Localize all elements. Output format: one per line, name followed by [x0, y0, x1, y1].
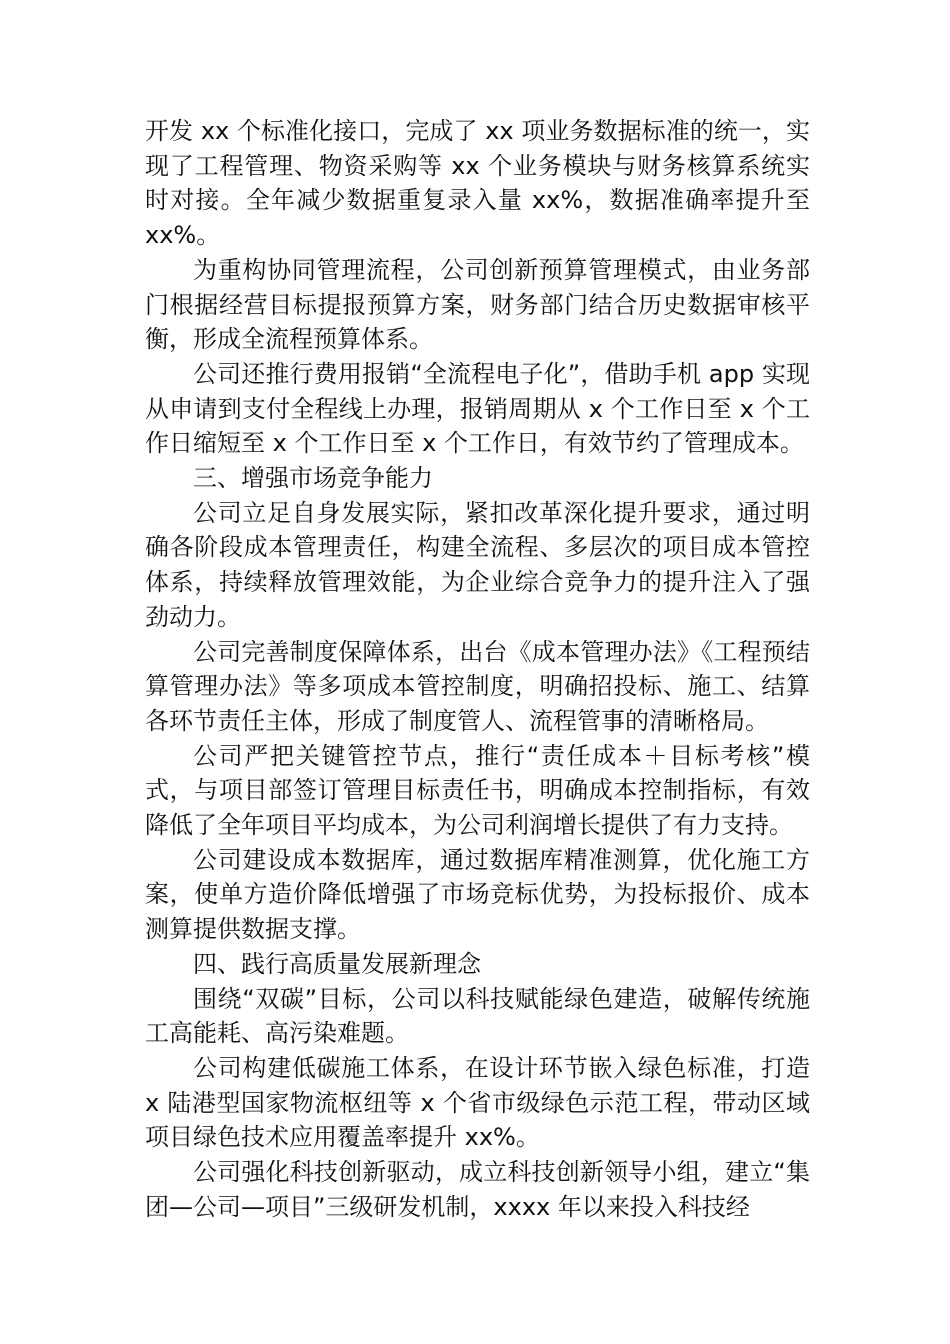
- paragraph-dual-carbon-goal: 围绕“双碳”目标，公司以科技赋能绿色建造，破解传统施工高能耗、高污染难题。: [145, 984, 810, 1048]
- paragraph-data-standardization: 开发 xx 个标准化接口，完成了 xx 项业务数据标准的统一，实现了工程管理、物资采购等 xx 个业务模块与财务核算系统实时对接。全年减少数据重复录入量 xx%，数据准确率提升至 xx%。: [145, 117, 810, 250]
- paragraph-institutional-guarantee: 公司完善制度保障体系，出台《成本管理办法》《工程预结算管理办法》等多项成本管控制度，明确招投标、施工、结算各环节责任主体，形成了制度管人、流程管事的清晰格局。: [145, 637, 810, 735]
- paragraph-budget-management: 为重构协同管理流程，公司创新预算管理模式，由业务部门根据经营目标提报预算方案，财务部门结合历史数据审核平衡，形成全流程预算体系。: [145, 255, 810, 354]
- paragraph-cost-database: 公司建设成本数据库，通过数据库精准测算，优化施工方案，使单方造价降低增强了市场竞标优势，为投标报价、成本测算提供数据支撑。: [145, 845, 810, 944]
- section-heading-market-competitiveness: 三、增强市场竞争能力: [193, 464, 433, 493]
- paragraph-technology-innovation: 公司强化科技创新驱动，成立科技创新领导小组，建立“集团—公司—项目”三级研发机制，xxxx 年以来投入科技经: [145, 1158, 810, 1221]
- paragraph-cost-control-system: 公司立足自身发展实际，紧扣改革深化提升要求，通过明确各阶段成本管理责任，构建全流程、多层次的项目成本管控体系，持续释放管理效能，为企业综合竞争力的提升注入了强劲动力。: [145, 498, 810, 631]
- section-heading-high-quality-development: 四、践行高质量发展新理念: [193, 949, 481, 978]
- paragraph-key-control-nodes: 公司严把关键管控节点，推行“责任成本＋目标考核”模式，与项目部签订管理目标责任书，明确成本控制指标，有效降低了全年项目平均成本，为公司利润增长提供了有力支持。: [145, 741, 810, 840]
- document-body: [145, 114, 810, 1225]
- paragraph-expense-reimbursement: 公司还推行费用报销“全流程电子化”，借助手机 app 实现从申请到支付全程线上办理，报销周期从 x 个工作日至 x 个工作日缩短至 x 个工作日至 x 个工作日，有效节约了管理成本。: [145, 359, 810, 458]
- paragraph-low-carbon-construction: 公司构建低碳施工体系，在设计环节嵌入绿色标准，打造 x 陆港型国家物流枢纽等 x 个省市级绿色示范工程，带动区域项目绿色技术应用覆盖率提升 xx%。: [145, 1053, 810, 1152]
